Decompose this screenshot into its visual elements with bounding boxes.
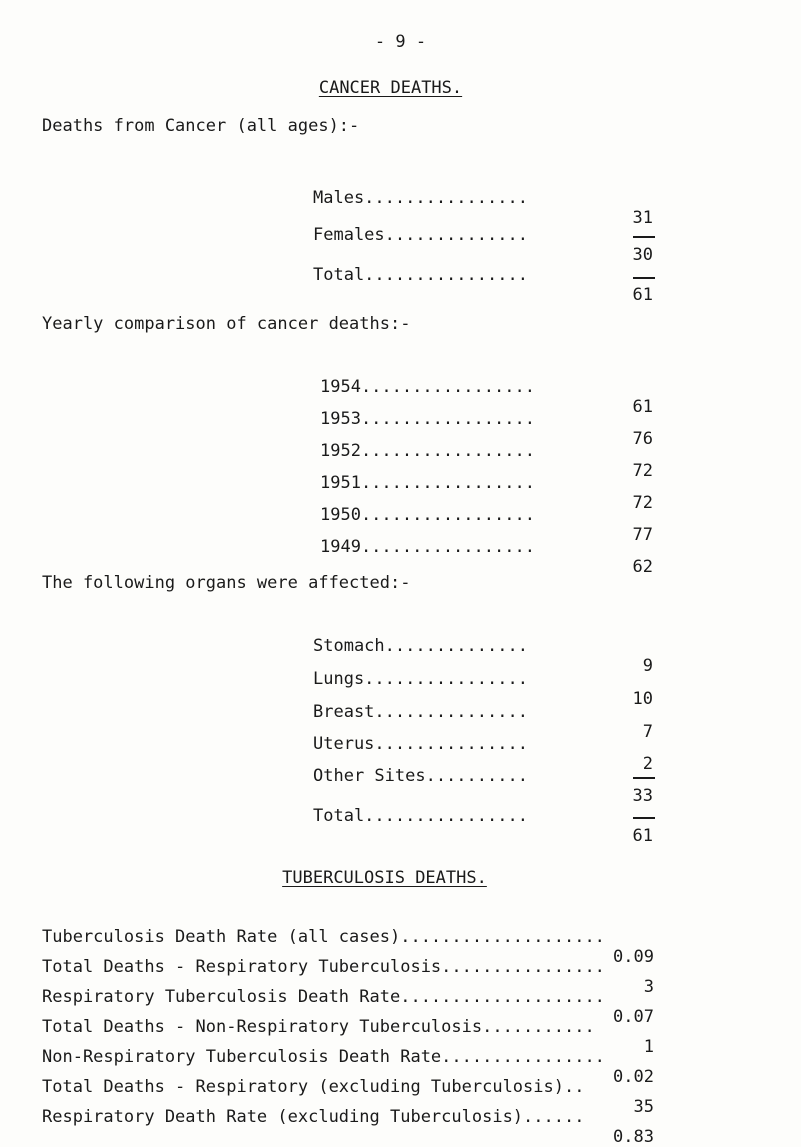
tb-heading: TUBERCULOSIS DEATHS.: [282, 868, 487, 888]
row-label: Uterus...............: [313, 734, 528, 754]
list-item: [42, 1087, 654, 1147]
row-label: Other Sites..........: [313, 766, 528, 786]
row-value: 61: [632, 397, 653, 417]
cancer-intro: Deaths from Cancer (all ages):-: [42, 116, 360, 136]
row-label: Total Deaths - Non-Respiratory Tuberculosis...........: [42, 1017, 595, 1037]
row-value: 72: [632, 493, 653, 513]
row-value: 0.02: [613, 1067, 654, 1087]
row-label: Respiratory Tuberculosis Death Rate....................: [42, 987, 605, 1007]
yearly-intro: Yearly comparison of cancer deaths:-: [42, 314, 411, 334]
row-value: 72: [632, 461, 653, 481]
row-label: 1954.................: [320, 377, 535, 397]
row-value: 7: [642, 722, 653, 742]
cancer-heading: CANCER DEATHS.: [318, 78, 463, 98]
row-label: Total................: [313, 806, 528, 826]
row-label: 1950.................: [320, 505, 535, 525]
row-label: Females..............: [313, 225, 528, 245]
row-value: 0.09: [613, 947, 654, 967]
row-value: 61: [632, 285, 653, 305]
row-value: 10: [632, 689, 653, 709]
total-row: [313, 245, 653, 305]
page-number: - 9 -: [374, 32, 427, 52]
row-value: 31: [632, 208, 653, 228]
row-value: 1: [643, 1037, 654, 1057]
divider: [633, 277, 655, 279]
row-value: 0.07: [613, 1007, 654, 1027]
row-value: 0.83: [613, 1127, 654, 1147]
row-label: 1949.................: [320, 537, 535, 557]
total-row: [313, 786, 653, 846]
row-label: Respiratory Death Rate (excluding Tuberculosis)......: [42, 1107, 585, 1127]
row-value: 3: [643, 977, 654, 997]
row-label: 1953.................: [320, 409, 535, 429]
row-label: 1952.................: [320, 441, 535, 461]
row-label: Total Deaths - Respiratory Tuberculosis................: [42, 957, 605, 977]
list-item: [320, 517, 653, 577]
row-value: 77: [632, 525, 653, 545]
row-value: 61: [632, 826, 653, 846]
row-value: 76: [632, 429, 653, 449]
row-label: Non-Respiratory Tuberculosis Death Rate................: [42, 1047, 605, 1067]
row-label: Total................: [313, 265, 528, 285]
row-label: Stomach..............: [313, 636, 528, 656]
row-label: Breast...............: [313, 702, 528, 722]
divider: [633, 777, 655, 779]
divider: [633, 236, 655, 238]
organs-intro: The following organs were affected:-: [42, 573, 411, 593]
row-value: 2: [642, 754, 653, 774]
row-value: 33: [632, 786, 653, 806]
row-label: 1951.................: [320, 473, 535, 493]
row-value: 62: [632, 557, 653, 577]
divider: [633, 817, 655, 819]
row-label: Lungs................: [313, 669, 528, 689]
row-label: Males................: [313, 188, 528, 208]
row-value: 9: [642, 656, 653, 676]
row-label: Total Deaths - Respiratory (excluding Tuberculosis)..: [42, 1077, 585, 1097]
row-value: 35: [633, 1097, 654, 1117]
row-label: Tuberculosis Death Rate (all cases)....................: [42, 927, 605, 947]
row-value: 30: [632, 245, 653, 265]
